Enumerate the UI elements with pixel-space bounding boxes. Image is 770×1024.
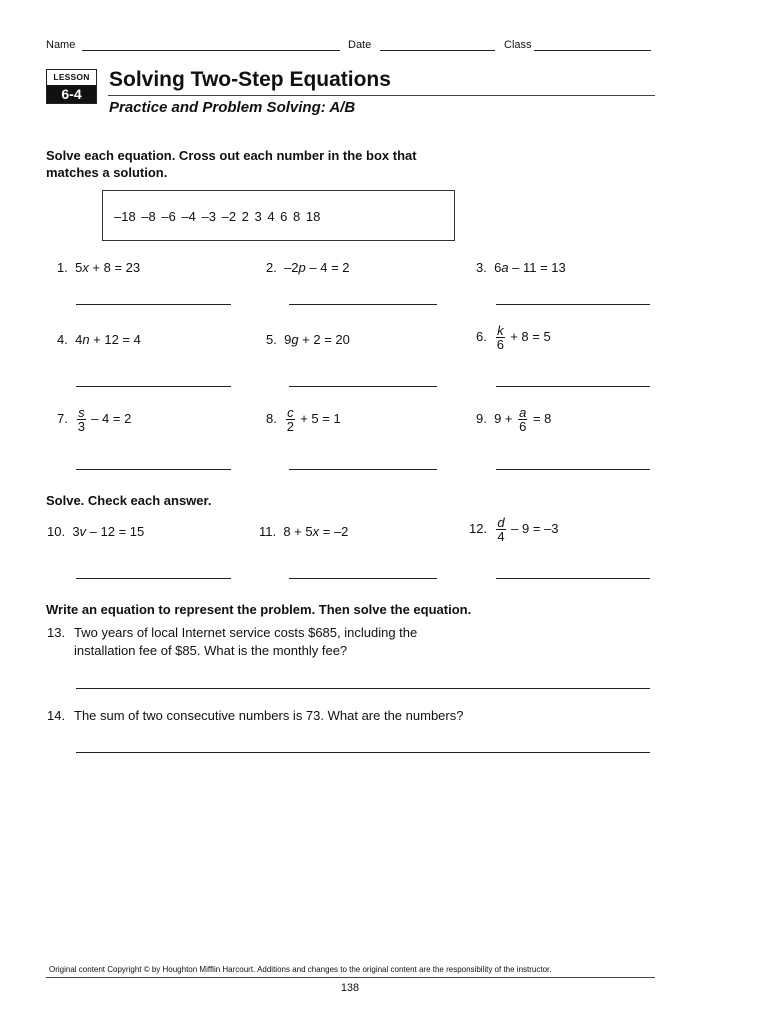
problem-10-var: v	[79, 524, 87, 539]
problem-8-rest: + 5 = 1	[296, 410, 341, 426]
answer-line-6[interactable]	[496, 386, 650, 387]
problem-1-coef: 5	[75, 260, 83, 275]
problem-11-coef: 8 + 5	[283, 524, 313, 539]
problem-10-rest: – 12 = 15	[86, 524, 145, 539]
problem-6-numerator: k	[497, 323, 504, 338]
problem-1-var: x	[82, 260, 89, 275]
problem-14-number: 14.	[47, 708, 66, 723]
problem-2-rest: – 4 = 2	[305, 260, 350, 275]
problem-3-number: 3.	[476, 260, 487, 275]
problem-12-number: 12.	[469, 520, 488, 536]
answer-line-3[interactable]	[496, 304, 650, 305]
section3-instruction: Write an equation to represent the problem. Then solve the equation.	[46, 602, 472, 617]
problem-6-fraction	[496, 324, 505, 351]
problem-12-denominator: 4	[497, 529, 505, 544]
problem-3-coef: 6	[494, 260, 502, 275]
problem-3	[476, 260, 566, 275]
problem-10-coef: 3	[72, 524, 80, 539]
answer-line-7[interactable]	[76, 469, 231, 470]
problem-5-rest: + 2 = 20	[298, 332, 350, 347]
problem-1	[57, 260, 140, 275]
problem-6-denominator: 6	[496, 337, 504, 352]
answer-line-11[interactable]	[289, 578, 437, 579]
problem-7-rest: – 4 = 2	[87, 410, 132, 426]
answer-line-13[interactable]	[76, 688, 650, 689]
answer-line-5[interactable]	[289, 386, 437, 387]
page-title: Solving Two-Step Equations	[109, 68, 391, 91]
problem-4	[57, 332, 141, 347]
class-label: Class	[504, 39, 532, 51]
problem-3-rest: – 11 = 13	[508, 260, 566, 275]
answer-line-4[interactable]	[76, 386, 231, 387]
problem-2	[266, 260, 350, 275]
lesson-badge-label: LESSON	[47, 70, 96, 85]
page-number: 138	[340, 982, 360, 994]
answer-line-8[interactable]	[289, 469, 437, 470]
problem-2-number: 2.	[266, 260, 277, 275]
section1-instruction-line1: Solve each equation. Cross out each number in the box that	[46, 148, 417, 163]
problem-13-text	[74, 624, 417, 660]
problem-9-lead: 9 +	[494, 410, 517, 426]
problem-5-var: g	[291, 332, 299, 347]
title-divider	[108, 95, 655, 96]
problem-11-number: 11.	[259, 524, 277, 539]
problem-7-fraction	[77, 406, 86, 433]
problem-6-rest: + 8 = 5	[506, 328, 551, 344]
problem-9-numerator: a	[519, 405, 527, 420]
problem-6	[476, 324, 551, 351]
problem-4-coef: 4	[75, 332, 83, 347]
problem-13-line1: Two years of local Internet service costs $685, including the	[74, 625, 418, 640]
problem-8-fraction	[286, 406, 295, 433]
problem-1-rest: + 8 = 23	[88, 260, 141, 275]
answer-line-12[interactable]	[496, 578, 650, 579]
problem-12-fraction	[496, 516, 505, 543]
problem-10	[47, 524, 144, 539]
problem-4-var: n	[82, 332, 90, 347]
section1-instruction	[46, 147, 417, 181]
footer-divider	[46, 977, 655, 978]
answer-line-10[interactable]	[76, 578, 231, 579]
problem-7	[57, 406, 131, 433]
copyright-notice: Original content Copyright © by Houghton Mifflin Harcourt. Additions and changes to the original content are the responsibility of the instructor.	[49, 965, 552, 974]
problem-9-denominator: 6	[519, 419, 527, 434]
problem-7-numerator: s	[78, 405, 85, 420]
problem-5-coef: 9	[284, 332, 292, 347]
name-field[interactable]	[82, 50, 340, 51]
problem-4-rest: + 12 = 4	[89, 332, 141, 347]
problem-12-rest: – 9 = –3	[507, 520, 559, 536]
problem-10-number: 10.	[47, 524, 66, 539]
problem-11	[259, 524, 348, 539]
problem-7-number: 7.	[57, 410, 68, 426]
problem-9-fraction	[518, 406, 527, 433]
problem-6-number: 6.	[476, 328, 487, 344]
lesson-badge-number: 6-4	[47, 85, 96, 103]
problem-12-numerator: d	[497, 515, 505, 530]
class-field[interactable]	[534, 50, 651, 51]
problem-12	[469, 516, 559, 543]
problem-11-var: x	[312, 524, 320, 539]
problem-13-line2: installation fee of $85. What is the monthly fee?	[74, 643, 348, 658]
problem-4-number: 4.	[57, 332, 68, 347]
lesson-badge	[46, 69, 97, 104]
problem-9	[476, 406, 551, 433]
problem-1-number: 1.	[57, 260, 68, 275]
problem-3-var: a	[501, 260, 509, 275]
number-box-values: –18 –8 –6 –4 –3 –2 2 3 4 6 8 18	[114, 209, 321, 224]
section1-instruction-line2: matches a solution.	[46, 165, 168, 180]
date-label: Date	[348, 39, 372, 51]
answer-line-2[interactable]	[289, 304, 437, 305]
problem-13-number: 13.	[47, 625, 66, 640]
problem-8	[266, 406, 341, 433]
problem-9-rest: = 8	[529, 410, 552, 426]
problem-11-rest: = –2	[319, 524, 349, 539]
problem-2-var: p	[298, 260, 306, 275]
section2-instruction: Solve. Check each answer.	[46, 493, 212, 508]
answer-line-14[interactable]	[76, 752, 650, 753]
problem-5	[266, 332, 350, 347]
name-label: Name	[46, 39, 76, 51]
problem-8-denominator: 2	[286, 419, 294, 434]
page-subtitle: Practice and Problem Solving: A/B	[109, 99, 356, 116]
problem-8-numerator: c	[287, 405, 294, 420]
problem-8-number: 8.	[266, 410, 277, 426]
problem-9-number: 9.	[476, 410, 487, 426]
problem-7-denominator: 3	[77, 419, 85, 434]
problem-14-text: The sum of two consecutive numbers is 73. What are the numbers?	[74, 708, 464, 723]
problem-2-coef: –2	[284, 260, 299, 275]
answer-line-1[interactable]	[76, 304, 231, 305]
problem-5-number: 5.	[266, 332, 277, 347]
date-field[interactable]	[380, 50, 495, 51]
answer-line-9[interactable]	[496, 469, 650, 470]
